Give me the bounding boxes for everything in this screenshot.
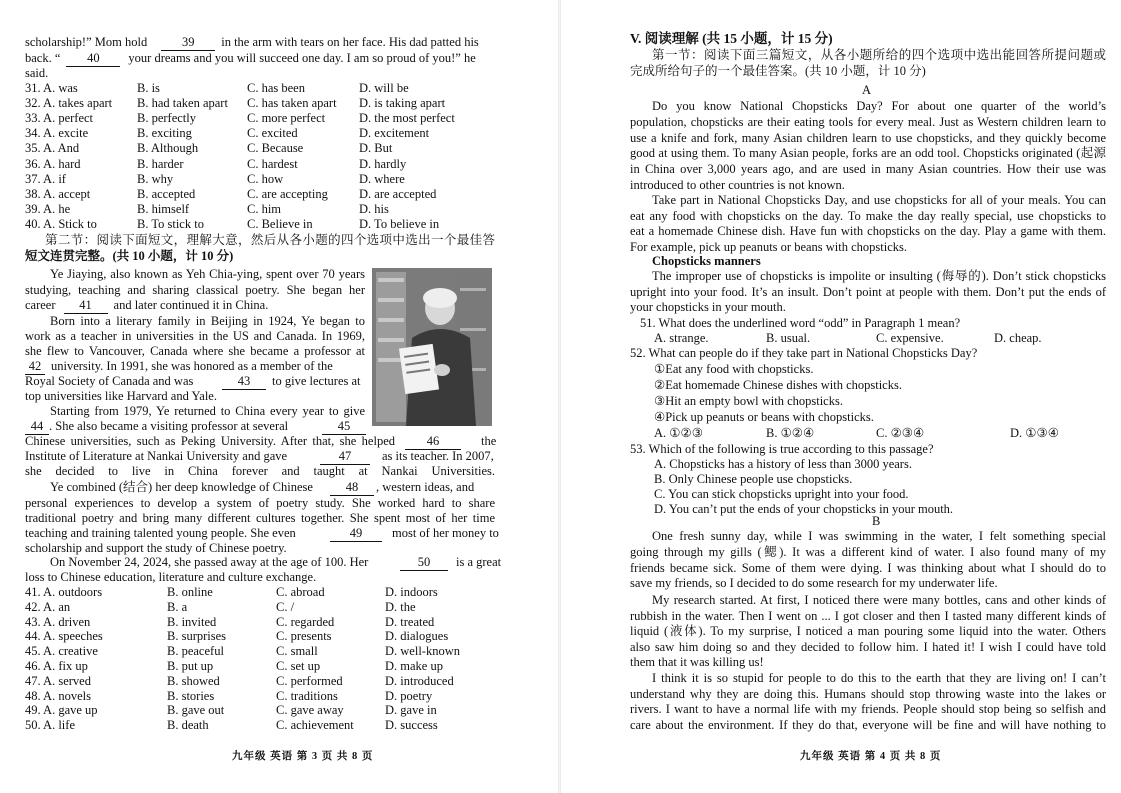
passage-line: Do you know National Chopsticks Day? For about one quarter of the world’s [652, 99, 1106, 113]
option-8-0: 39. A. he [25, 201, 71, 216]
option-6-3: D. introduced [385, 673, 454, 688]
blank-line [25, 419, 288, 435]
option-2-0: 33. A. perfect [25, 111, 94, 126]
answer-blank: 50 [400, 555, 448, 571]
option-2-2: C. more perfect [247, 111, 326, 126]
option-0-1: B. online [167, 585, 213, 599]
passage-line: I think it is so stupid for people to do this to the earth that they are living on! I can’t [652, 671, 1106, 685]
option-1-2: C. / [276, 599, 295, 614]
q53-option: C. You can stick chopsticks upright into your food. [654, 487, 909, 501]
option-3-3: D. excitement [359, 126, 430, 141]
option-8-3: D. his [359, 201, 389, 216]
passage-line: Born into a literary family in Beijing in 1924, Ye began to [50, 314, 365, 328]
option-9-3: D. success [385, 718, 438, 733]
blank-line [400, 555, 501, 571]
option-4-2: C. Because [247, 141, 304, 156]
passage-line: Ye combined (结合) her deep knowledge of Chinese [50, 480, 313, 494]
answer-blank: 42 [25, 359, 45, 375]
text-segment: is a great [456, 555, 502, 569]
option-1-1: B. a [167, 599, 188, 614]
option-3-1: B. exciting [137, 126, 192, 141]
q53-option: D. You can’t put the ends of your chopsticks in your mouth. [654, 502, 954, 516]
option-0-0: 31. A. was [25, 81, 78, 95]
option-4-1: B. Although [137, 141, 199, 156]
text-segment: and later continued it in China. [113, 298, 269, 312]
passage-line: them that it was killing us! [630, 655, 764, 670]
passage-line: studying, teaching and sharing classical poetry. She began her [25, 283, 365, 297]
answer-blank: 47 [320, 449, 370, 465]
option-0-3: D. indoors [385, 585, 438, 599]
option-7-3: D. are accepted [359, 186, 437, 201]
passage-line: work as a teacher in universities in the US and Canada. In 1969, [25, 329, 365, 343]
option-3-1: B. surprises [167, 629, 227, 644]
option-4-1: B. peaceful [167, 644, 224, 659]
passage-line: eat any food with chopsticks on the day. To make the day really special, use chopsticks to [630, 208, 1106, 223]
text-segment: to give lectures at [272, 374, 361, 388]
intro-line-1 [25, 35, 479, 51]
option-1-0: 42. A. an [25, 599, 71, 614]
passage-line: Chinese universities, such as Peking University. After that, she helped [25, 434, 395, 448]
reading-instructions-2: 完成所给句子的一个最佳答案。(共 10 小题，计 10 分) [630, 64, 926, 78]
question-52: 52. What can people do if they take part in National Chopsticks Day? [630, 346, 978, 360]
option-0-2: C. ②③④ [876, 426, 925, 440]
passage-line: top universities like Harvard and Yale. [25, 389, 217, 403]
text-segment: back. “ [25, 51, 61, 65]
option-5-3: D. hardly [359, 156, 407, 171]
section-5-heading: V. 阅读理解 (共 15 小题，计 15 分) [630, 31, 833, 46]
section-2-instructions: 第二节：阅读下面短文，理解大意，然后从各小题的四个选项中选出一个最佳答 [45, 233, 495, 247]
option-2-1: B. invited [167, 614, 217, 629]
passage-b-label: B [872, 514, 881, 528]
passage-line: eat a homemade Chinese dish. Have fun with chopsticks on the day. Play a game with them. [630, 224, 1106, 239]
blank-line [330, 480, 474, 496]
passage-line: she decided to live in China forever and taught at Nankai Universities. [25, 464, 495, 478]
option-4-3: D. well-known [385, 644, 460, 659]
passage-line: rivers. I want to have a normal life with my friends. People should stop being so selfish and [630, 702, 1106, 717]
text-segment: scholarship!” Mom hold [25, 35, 148, 49]
option-9-3: D. To believe in [359, 216, 440, 231]
passage-line: population, chopsticks are their eating tools for every meal. Just as Western children learn to [630, 114, 1106, 129]
option-6-1: B. why [137, 171, 174, 186]
passage-line: good at using them. To many Asian people, forks are an odd tool. Chopsticks originated (起源 [630, 146, 1106, 161]
option-7-0: 48. A. novels [25, 688, 91, 703]
passage-line: friends became sick. Some of them were dying. I was thinking about what I should do to [630, 560, 1106, 575]
page-footer: 九年级 英语 第 4 页 共 8 页 [800, 751, 942, 762]
text-segment: as its teacher. In 2007, [382, 449, 494, 463]
q52-item: ②Eat homemade Chinese dishes with chopsticks. [654, 378, 902, 392]
text-segment: , western ideas, and [376, 480, 475, 494]
passage-line: going through my gills (鳃). It was a different kind of water. I also found many of my [630, 544, 1106, 559]
answer-blank: 43 [222, 374, 266, 390]
option-0-1: B. is [137, 81, 160, 95]
blank-line [405, 434, 496, 450]
option-3-0: 34. A. excite [25, 126, 89, 141]
option-1-3: D. is taking apart [359, 96, 446, 111]
option-7-3: D. poetry [385, 688, 433, 703]
right-page [560, 0, 1121, 793]
section-2-score: 短文连贯完整。(共 10 小题，计 10 分) [25, 249, 234, 263]
passage-line: she flew to Vancouver, Canada where she became a professor at [25, 344, 365, 358]
q53-option: B. Only Chinese people use chopsticks. [654, 472, 853, 486]
option-0-0: A. strange. [654, 331, 709, 345]
option-9-0: 50. A. life [25, 718, 75, 733]
blank-line [25, 298, 268, 314]
intro-line-3: said. [25, 66, 49, 80]
option-5-0: 46. A. fix up [25, 659, 88, 673]
answer-blank: 45 [322, 419, 366, 435]
passage-line: scholarship and support the study of Chinese poetry. [25, 541, 287, 555]
page-footer: 九年级 英语 第 3 页 共 8 页 [232, 751, 374, 762]
option-0-3: D. will be [359, 81, 409, 95]
option-0-2: C. abroad [276, 585, 325, 599]
option-6-2: C. performed [276, 673, 343, 688]
answer-blank: 48 [330, 480, 374, 496]
option-7-1: B. accepted [137, 186, 196, 201]
text-segment: most of her money to [392, 526, 499, 540]
passage-line: introduced to other countries is not known. [630, 178, 845, 192]
blank-line [320, 449, 494, 465]
passage-line: understand why they are doing this. Humans should stop throwing waste into the lakes or [630, 686, 1106, 701]
answer-blank: 49 [330, 526, 382, 542]
option-4-3: D. But [359, 141, 393, 156]
option-5-1: B. put up [167, 659, 214, 673]
option-0-1: B. usual. [766, 331, 811, 345]
option-2-0: 43. A. driven [25, 614, 91, 629]
q53-option: A. Chopsticks has a history of less than 3000 years. [654, 457, 912, 471]
option-2-1: B. perfectly [137, 111, 197, 126]
option-6-3: D. where [359, 171, 405, 186]
option-2-3: D. treated [385, 614, 435, 629]
option-5-0: 36. A. hard [25, 156, 81, 171]
option-5-3: D. make up [385, 659, 443, 673]
text-segment: university. In 1991, she was honored as a member of the [51, 359, 333, 373]
passage-line: in China over 3,000 years ago, and are used in many Asian countries. How their use was [630, 162, 1106, 177]
passage-line: Starting from 1979, Ye returned to China every year to give [50, 404, 365, 418]
text-segment: your dreams and you will succeed one day. I am so proud of you!” he [128, 51, 476, 65]
passage-line: care about the environment. If they do that, everyone will be fine and will have nothing to [630, 717, 1106, 732]
option-0-3: D. ①③④ [1010, 426, 1059, 440]
q52-item: ③Hit an empty bowl with chopsticks. [654, 394, 843, 408]
passage-a-label: A [862, 83, 872, 97]
passage-line: For example, pick up peanuts or beans with chopsticks. [630, 239, 908, 254]
text-segment: in the arm with tears on her face. His dad patted his [221, 35, 479, 49]
reading-instructions: 第一节：阅读下面三篇短文，从各小题所给的四个选项中选出能回答所提问题或 [652, 48, 1106, 62]
answer-blank: 41 [64, 298, 108, 314]
answer-blank: 40 [66, 51, 120, 67]
intro-line-2 [25, 51, 476, 67]
passage-line: Institute of Literature at Nankai University and gave [25, 449, 288, 463]
option-0-0: 41. A. outdoors [25, 585, 103, 599]
answer-blank: 39 [161, 35, 215, 51]
option-2-2: C. regarded [276, 614, 335, 629]
blank-line [222, 374, 361, 390]
option-9-1: B. death [167, 718, 209, 733]
option-6-2: C. how [247, 171, 284, 186]
passage-line: use a knife and fork, many Asian children learn to use chopsticks, and they quickly become [630, 130, 1106, 145]
passage-line: loss to Chinese education, literature and culture exchange. [25, 570, 317, 584]
option-8-1: B. himself [137, 201, 190, 216]
question-51: 51. What does the underlined word “odd” in Paragraph 1 mean? [640, 316, 961, 330]
option-4-0: 45. A. creative [25, 644, 98, 659]
q52-item: ④Pick up peanuts or beans with chopsticks. [654, 410, 874, 424]
option-7-2: C. are accepting [247, 186, 328, 201]
option-8-2: C. him [247, 201, 282, 216]
option-1-2: C. has taken apart [247, 96, 337, 111]
answer-blank: 44 [25, 419, 49, 435]
option-8-1: B. gave out [167, 703, 225, 718]
passage-line: your chopsticks in your mouth. [630, 300, 786, 315]
passage-line: personal experiences to develop a system of poetry study. She worked hard to share [25, 496, 495, 510]
option-1-3: D. the [385, 599, 416, 614]
passage-line: Take part in National Chopsticks Day, and use chopsticks for all of your meals. You can [652, 193, 1106, 207]
answer-blank: 46 [405, 434, 461, 450]
option-4-0: 35. A. And [25, 141, 80, 156]
option-3-0: 44. A. speeches [25, 629, 103, 644]
option-7-0: 38. A. accept [25, 186, 91, 201]
ye-jiaying-photo [372, 268, 492, 426]
option-9-1: B. To stick to [137, 216, 204, 231]
question-53: 53. Which of the following is true according to this passage? [630, 442, 934, 456]
option-8-3: D. gave in [385, 703, 437, 718]
option-9-0: 40. A. Stick to [25, 216, 97, 231]
passage-line: upright into your food. It’s an insult. Don’t point at people with them. Don’t put the ends of [630, 284, 1106, 299]
text-segment: the [481, 434, 497, 448]
option-3-2: C. presents [276, 629, 332, 644]
blank-line [322, 419, 366, 435]
passage-line: My research started. At first, I noticed there were many bottles, cans and other kinds of [652, 593, 1106, 607]
passage-line: save my friends, so I decided to do some research for my underwater life. [630, 576, 998, 591]
option-1-1: B. had taken apart [137, 96, 228, 111]
option-4-2: C. small [276, 644, 318, 659]
option-0-3: D. cheap. [994, 331, 1042, 345]
option-0-2: C. expensive. [876, 331, 944, 345]
chopsticks-manners-title: Chopsticks manners [652, 254, 761, 268]
option-6-0: 47. A. served [25, 673, 91, 688]
option-5-2: C. set up [276, 659, 321, 673]
option-8-0: 49. A. gave up [25, 703, 98, 718]
text-segment: career [25, 298, 56, 312]
passage-line: One fresh sunny day, while I was swimming in the water, I felt something special [652, 529, 1106, 543]
option-1-0: 32. A. takes apart [25, 96, 113, 111]
option-6-1: B. showed [167, 673, 220, 688]
passage-line: Royal Society of Canada and was [25, 374, 194, 388]
option-0-1: B. ①②④ [766, 426, 815, 440]
option-9-2: C. Believe in [247, 216, 313, 231]
option-6-0: 37. A. if [25, 171, 66, 186]
option-9-2: C. achievement [276, 718, 354, 733]
option-0-0: A. ①②③ [654, 426, 703, 440]
passage-line: liquid (液体). To my surprise, I noticed a man pouring some liquid into the water. Others [630, 624, 1106, 639]
q52-item: ①Eat any food with chopsticks. [654, 362, 814, 376]
option-8-2: C. gave away [276, 703, 344, 718]
blank-line [25, 359, 333, 375]
option-7-1: B. stories [167, 688, 215, 703]
passage-line: The improper use of chopsticks is impolite or insulting (侮辱的). Don’t stick chopsticks [652, 269, 1106, 283]
passage-line: traditional poetry and bring many different cultures together. She spent most of her time [25, 511, 495, 525]
option-3-3: D. dialogues [385, 629, 449, 644]
option-5-2: C. hardest [247, 156, 298, 171]
option-0-2: C. has been [247, 81, 305, 95]
passage-line: also saw him doing so and they decided to follow him. I hated it! I wish I could have told [630, 639, 1106, 654]
passage-line: rubbish in the water. Then I went on ... I got closer and then I tasted many different kinds of [630, 608, 1106, 623]
text-segment: . She also became a visiting professor at several [49, 419, 289, 433]
option-7-2: C. traditions [276, 688, 338, 703]
passage-line: teaching and training talented young people. She even [25, 526, 296, 540]
option-5-1: B. harder [137, 156, 184, 171]
blank-line [330, 526, 499, 542]
option-2-3: D. the most perfect [359, 111, 455, 126]
passage-line: On November 24, 2024, she passed away at the age of 100. Her [50, 555, 369, 569]
option-3-2: C. excited [247, 126, 298, 141]
passage-line: Ye Jiaying, also known as Yeh Chia-ying, spent over 70 years [50, 267, 365, 281]
